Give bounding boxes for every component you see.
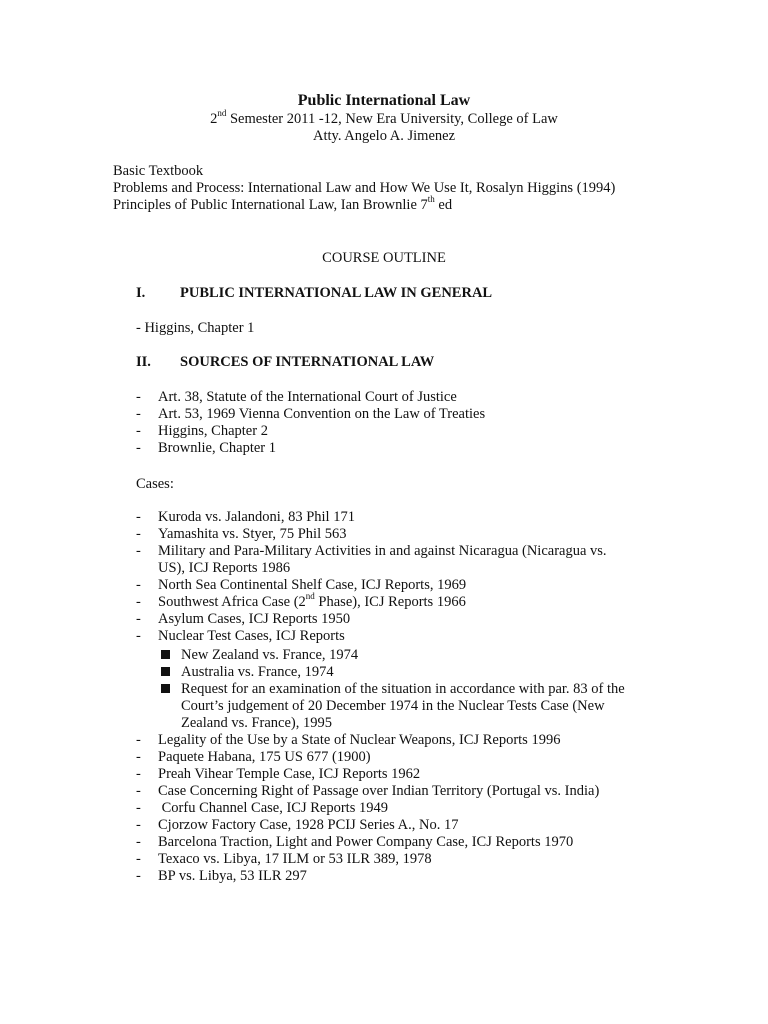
list-item: - Military and Para-Military Activities in and against Nicaragua (Nicaragua vs. US), ICJ Reports 1986 [136,543,607,576]
case-text: BP vs. Libya, 53 ILR 297 [158,868,307,884]
source-text: Art. 38, Statute of the International Court of Justice [158,389,457,405]
semester-superscript: nd [217,108,227,119]
case-text-suffix: Phase), ICJ Reports 1966 [314,594,466,610]
instructor-line: Atty. Angelo A. Jimenez [312,128,456,144]
list-item: - Legality of the Use by a State of Nuclear Weapons, ICJ Reports 1996 [136,732,561,748]
section-2-title: SOURCES OF INTERNATIONAL LAW [180,354,435,370]
case-text: Corfu Channel Case, ICJ Reports 1949 [158,800,388,816]
case-text-prefix: Southwest Africa Case (2 [158,594,306,610]
case-text: Paquete Habana, 175 US 677 (1900) [158,749,371,765]
source-text: Higgins, Chapter 2 [158,423,268,439]
cases-list [136,509,656,885]
nuclear-cases-sublist [136,647,656,732]
list-item: - Brownlie, Chapter 1 [136,440,276,456]
square-bullet-icon [161,650,170,659]
sub-list-item [136,681,626,732]
section-1-title: PUBLIC INTERNATIONAL LAW IN GENERAL [180,285,493,301]
list-item: - North Sea Continental Shelf Case, ICJ Reports, 1969 [136,577,467,593]
section-1-heading [136,285,492,302]
textbook-brownlie-suffix: ed [434,197,453,213]
case-text: Case Concerning Right of Passage over Indian Territory (Portugal vs. India) [158,783,600,799]
list-item: - Nuclear Test Cases, ICJ Reports New Zealand vs. France, 1974 Australia vs. France, 1974 Request for an examination of the situation in accordance with par. 83 of the Court’s judgement of 20 December 1974 in the Nuclear Tests Case (New Zealand vs. France), 1995 [136,628,656,732]
list-item: - Cjorzow Factory Case, 1928 PCIJ Series A., No. 17 [136,817,459,833]
semester-text: Semester 2011 -12, New Era University, College of Law [226,111,558,127]
list-item: - Paquete Habana, 175 US 677 (1900) [136,749,371,765]
textbook-brownlie [113,194,615,214]
case-superscript: nd [305,591,315,602]
source-text: Brownlie, Chapter 1 [158,440,276,456]
square-bullet-icon [161,684,170,693]
list-item: - Barcelona Traction, Light and Power Company Case, ICJ Reports 1970 [136,834,574,850]
section-1-reference: - Higgins, Chapter 1 [136,320,255,336]
textbook-brownlie-text: Principles of Public International Law, Ian Brownlie 7 [113,197,428,213]
textbook-heading: Basic Textbook [113,163,204,179]
case-text: Kuroda vs. Jalandoni, 83 Phil 171 [158,509,355,525]
case-text: Preah Vihear Temple Case, ICJ Reports 1962 [158,766,421,782]
sub-case-text: Australia vs. France, 1974 [181,664,334,680]
case-text: Legality of the Use by a State of Nuclear Weapons, ICJ Reports 1996 [158,732,561,748]
sub-list-item [136,664,656,681]
list-item: - Kuroda vs. Jalandoni, 83 Phil 171 [136,509,355,525]
textbook-block [113,163,615,214]
list-item: - Case Concerning Right of Passage over Indian Territory (Portugal vs. India) [136,783,600,799]
section-1-number: I. [136,285,146,301]
list-item: - Texaco vs. Libya, 17 ILM or 53 ILR 389, 1978 [136,851,432,867]
case-text: Asylum Cases, ICJ Reports 1950 [158,611,351,627]
list-item: - Yamashita vs. Styer, 75 Phil 563 [136,526,347,542]
list-item: - Southwest Africa Case (2nd Phase), ICJ Reports 1966 [136,591,466,610]
list-item: - BP vs. Libya, 53 ILR 297 [136,868,307,884]
list-item: - Preah Vihear Temple Case, ICJ Reports 1962 [136,766,421,782]
course-outline-heading: COURSE OUTLINE [322,250,446,266]
source-text: Art. 53, 1969 Vienna Convention on the Law of Treaties [158,406,486,422]
sub-case-text: New Zealand vs. France, 1974 [181,647,359,663]
case-text: Military and Para-Military Activities in and against Nicaragua (Nicaragua vs. US), ICJ Reports 1986 [158,543,607,576]
case-text: Barcelona Traction, Light and Power Company Case, ICJ Reports 1970 [158,834,574,850]
textbook-higgins: Problems and Process: International Law and How We Use It, Rosalyn Higgins (1994) [113,180,616,196]
section-2-heading [136,354,434,371]
case-text: North Sea Continental Shelf Case, ICJ Reports, 1969 [158,577,467,593]
sub-case-text: Request for an examination of the situation in accordance with par. 83 of the Court’s judgement of 20 December 1974 in the Nuclear Tests Case (New Zealand vs. France), 1995 [181,681,625,731]
case-text: Texaco vs. Libya, 17 ILM or 53 ILR 389, 1978 [158,851,432,867]
section-2-number: II. [136,354,151,370]
cases-label: Cases: [136,476,174,492]
sub-list-item [136,647,656,664]
list-item: - Corfu Channel Case, ICJ Reports 1949 [136,800,388,816]
textbook-brownlie-sup: th [427,194,435,205]
case-text: Nuclear Test Cases, ICJ Reports [158,628,345,644]
list-item: - Art. 38, Statute of the International Court of Justice [136,389,457,405]
square-bullet-icon [161,667,170,676]
list-item: - Asylum Cases, ICJ Reports 1950 [136,611,351,627]
list-item: - Art. 53, 1969 Vienna Convention on the Law of Treaties [136,406,486,422]
sources-list [136,389,656,457]
semester-line [0,108,768,128]
case-text: Cjorzow Factory Case, 1928 PCIJ Series A., No. 17 [158,817,459,833]
semester-number: 2 [210,111,218,127]
document-title: Public International Law [297,92,471,109]
case-text: Yamashita vs. Styer, 75 Phil 563 [158,526,347,542]
list-item: - Higgins, Chapter 2 [136,423,268,439]
